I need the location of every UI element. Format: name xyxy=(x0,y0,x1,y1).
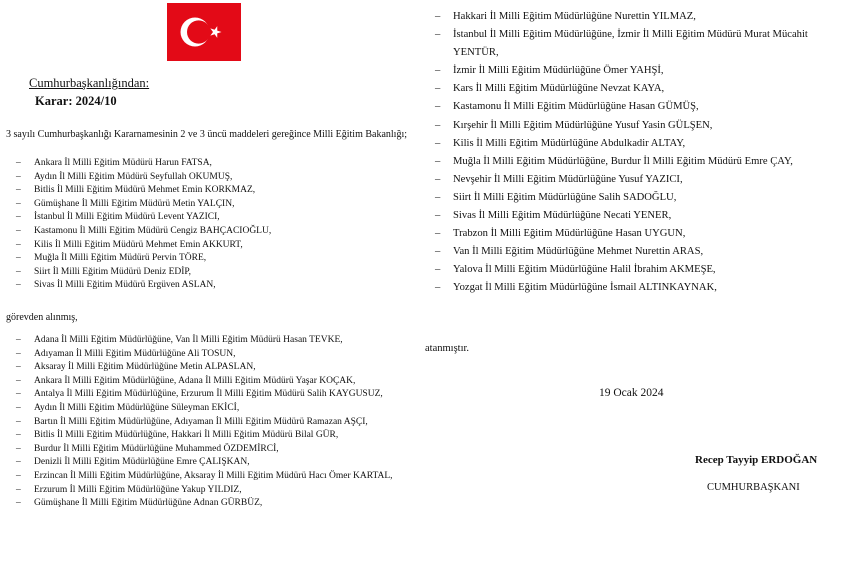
removed-list xyxy=(6,157,406,293)
list-item: – Adana İl Milli Eğitim Müdürlüğüne, Van İl Milli Eğitim Müdürü Hasan TEVKE, xyxy=(6,334,414,348)
left-column xyxy=(0,0,425,577)
list-item: – Bitlis İl Milli Eğitim Müdürü Mehmet Emin KORKMAZ, xyxy=(6,184,406,198)
list-item: – Bitlis İl Milli Eğitim Müdürlüğüne, Hakkari İl Milli Eğitim Müdürü Bilal GÜR, xyxy=(6,429,414,443)
list-item: – Aydın İl Milli Eğitim Müdürlüğüne Süleyman EKİCİ, xyxy=(6,402,414,416)
turkish-flag-icon xyxy=(167,3,241,61)
list-item: – Aksaray İl Milli Eğitim Müdürlüğüne Metin ALPASLAN, xyxy=(6,361,414,375)
list-item: – Kırşehir İl Milli Eğitim Müdürlüğüne Yusuf Yasin GÜLŞEN, xyxy=(429,117,851,135)
appointed-label: atanmıştır. xyxy=(425,343,470,354)
list-item: – Erzincan İl Milli Eğitim Müdürlüğüne, Aksaray İl Milli Eğitim Müdürü Hacı Ömer KARTAL, xyxy=(6,470,414,484)
list-item: – Adıyaman İl Milli Eğitim Müdürlüğüne Ali TOSUN, xyxy=(6,348,414,362)
list-item: – Trabzon İl Milli Eğitim Müdürlüğüne Hasan UYGUN, xyxy=(429,225,851,243)
list-item: – Sivas İl Milli Eğitim Müdürü Ergüven ASLAN, xyxy=(6,279,406,293)
document-date: 19 Ocak 2024 xyxy=(599,387,664,399)
list-item: – Gümüşhane İl Milli Eğitim Müdürü Metin YALÇIN, xyxy=(6,198,406,212)
intro-paragraph: 3 sayılı Cumhurbaşkanlığı Kararnamesinin 2 ve 3 üncü maddeleri gereğince Milli Eğitim Bakanlığı; xyxy=(6,129,408,140)
list-item: – Siirt İl Milli Eğitim Müdürü Deniz EDİP, xyxy=(6,266,406,280)
list-item: – Nevşehir İl Milli Eğitim Müdürlüğüne Yusuf YAZICI, xyxy=(429,171,851,189)
list-item: – Ankara İl Milli Eğitim Müdürü Harun FATSA, xyxy=(6,157,406,171)
decision-number: Karar: 2024/10 xyxy=(35,94,117,108)
list-item: – Bartın İl Milli Eğitim Müdürlüğüne, Adıyaman İl Milli Eğitim Müdürü Ramazan AŞÇI, xyxy=(6,416,414,430)
list-item: – Hakkari İl Milli Eğitim Müdürlüğüne Nurettin YILMAZ, xyxy=(429,8,851,26)
list-item: – Erzurum İl Milli Eğitim Müdürlüğüne Yakup YILDIZ, xyxy=(6,484,414,498)
list-item: – Kilis İl Milli Eğitim Müdürlüğüne Abdulkadir ALTAY, xyxy=(429,135,851,153)
list-item: – İzmir İl Milli Eğitim Müdürlüğüne Ömer YAHŞİ, xyxy=(429,62,851,80)
list-item: – Denizli İl Milli Eğitim Müdürlüğüne Emre ÇALIŞKAN, xyxy=(6,456,414,470)
list-item: – Siirt İl Milli Eğitim Müdürlüğüne Salih SADOĞLU, xyxy=(429,189,851,207)
list-item: – Muğla İl Milli Eğitim Müdürü Pervin TÖRE, xyxy=(6,252,406,266)
signatory-title: CUMHURBAŞKANI xyxy=(707,482,800,493)
list-item: – Aydın İl Milli Eğitim Müdürü Seyfullah OKUMUŞ, xyxy=(6,171,406,185)
removed-label: görevden alınmış, xyxy=(6,312,78,323)
list-item: – Kilis İl Milli Eğitim Müdürü Mehmet Emin AKKURT, xyxy=(6,239,406,253)
appointed-list-left xyxy=(6,334,414,511)
institution-heading: Cumhurbaşkanlığından: xyxy=(29,76,150,90)
list-item: – Sivas İl Milli Eğitim Müdürlüğüne Necati YENER, xyxy=(429,207,851,225)
signatory-name: Recep Tayyip ERDOĞAN xyxy=(695,454,818,466)
list-item: – Ankara İl Milli Eğitim Müdürlüğüne, Adana İl Milli Eğitim Müdürü Yaşar KOÇAK, xyxy=(6,375,414,389)
list-item: – Yalova İl Milli Eğitim Müdürlüğüne Halil İbrahim AKMEŞE, xyxy=(429,261,851,279)
list-item: – İstanbul İl Milli Eğitim Müdürlüğüne, İzmir İl Milli Eğitim Müdürü Murat Mücahit YENTÜR, xyxy=(429,26,851,62)
appointed-list-right xyxy=(429,8,851,298)
list-item: – Kastamonu İl Milli Eğitim Müdürlüğüne Hasan GÜMÜŞ, xyxy=(429,98,851,116)
list-item: – Antalya İl Milli Eğitim Müdürlüğüne, Erzurum İl Milli Eğitim Müdürü Salih KAYGUSUZ, xyxy=(6,388,414,402)
list-item: – Kastamonu İl Milli Eğitim Müdürü Cengiz BAHÇACIOĞLU, xyxy=(6,225,406,239)
right-column xyxy=(425,0,854,577)
list-item: – Gümüşhane İl Milli Eğitim Müdürlüğüne Adnan GÜRBÜZ, xyxy=(6,497,414,511)
list-item: – Yozgat İl Milli Eğitim Müdürlüğüne İsmail ALTINKAYNAK, xyxy=(429,279,851,297)
list-item: – İstanbul İl Milli Eğitim Müdürü Levent YAZICI, xyxy=(6,211,406,225)
list-item: – Van İl Milli Eğitim Müdürlüğüne Mehmet Nurettin ARAS, xyxy=(429,243,851,261)
list-item: – Muğla İl Milli Eğitim Müdürlüğüne, Burdur İl Milli Eğitim Müdürü Emre ÇAY, xyxy=(429,153,851,171)
list-item: – Burdur İl Milli Eğitim Müdürlüğüne Muhammed ÖZDEMİRCİ, xyxy=(6,443,414,457)
list-item: – Kars İl Milli Eğitim Müdürlüğüne Nevzat KAYA, xyxy=(429,80,851,98)
